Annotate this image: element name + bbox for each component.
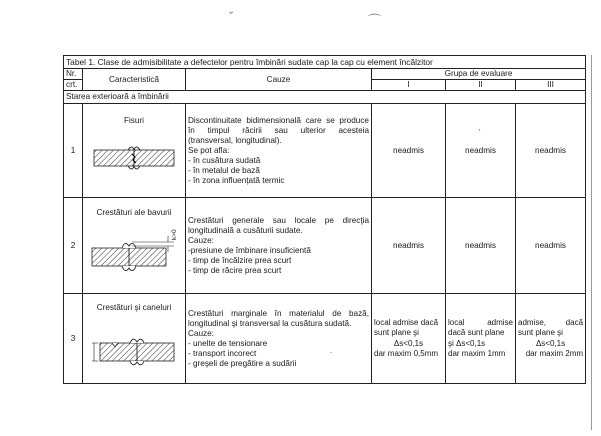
grade-cell-1: neadmis [372, 198, 446, 294]
scan-dot: ' [479, 128, 481, 137]
cause-line: (transversal, longitudinal). [188, 135, 282, 145]
grade-line: local admise dacă [374, 317, 439, 327]
grade-line: admise, dacă [518, 317, 584, 327]
cause-line: Crestături generale sau locale pe direcţia [188, 215, 369, 225]
causes-cell [186, 104, 372, 198]
cause-line: în timpul răcirii sau ulterior acesteia [188, 125, 369, 135]
row-number: 1 [64, 104, 83, 198]
cause-line: longitudinală a cusăturii sudate. [188, 225, 303, 235]
grade-line: dar maxim 2mm [525, 348, 584, 358]
bead-notch-sketch [88, 222, 180, 284]
cause-line: - în metalul de bază [188, 165, 260, 175]
grade-line: Δs<0,1s [393, 338, 424, 348]
header-group-1: I [372, 80, 446, 91]
cause-line: -presiune de îmbinare insuficientă [188, 245, 311, 255]
grade-line: dacă sunt plane [448, 328, 505, 338]
header-group-2: II [446, 80, 516, 91]
grade-cell-3 [516, 294, 586, 384]
cause-line: - unelte de tensionare [188, 338, 268, 348]
table-row [64, 104, 586, 198]
grade-cell-2: neadmis [446, 198, 516, 294]
cause-line: - timp de răcire prea scurt [188, 265, 282, 275]
cause-line: - transport incorect [188, 348, 257, 358]
cause-line: - în cusătura sudată [188, 155, 261, 165]
grade-line: şi Δs<0,1s [448, 338, 486, 348]
grade-cell-2 [446, 294, 516, 384]
defect-classes-table [63, 55, 586, 384]
grade-cell-1: neadmis [372, 104, 446, 198]
row-number: 3 [64, 294, 83, 384]
scan-dot: . [330, 346, 333, 355]
grade-cell-2: neadmis [446, 104, 516, 198]
cause-line: Discontinuitate bidimensională care se produce [188, 115, 369, 125]
cause-line: longitudinal şi transversal la cusătura sudată. [188, 318, 352, 328]
cause-line: - în zona influenţată termic [188, 175, 285, 185]
header-causes: Cauze [186, 69, 372, 91]
header-group: Grupa de evaluare [372, 69, 586, 80]
header-group-3: III [516, 80, 586, 91]
table-title: Tabel 1. Clase de admisibilitate a defectelor pentru îmbinări sudate cap la cap cu element încălzitor [64, 56, 586, 69]
causes-cell [186, 294, 372, 384]
characteristic-cell [83, 294, 186, 384]
grade-cell-1 [372, 294, 446, 384]
row-number: 2 [64, 198, 83, 294]
cause-line: Cauze: [188, 235, 214, 245]
grade-line: sunt plane şi [374, 328, 419, 338]
scan-mark-curve: ⌒ [368, 13, 382, 28]
section-heading: Starea exterioară a îmbinării [64, 91, 586, 104]
header-crt: crt. [64, 80, 83, 91]
cause-line: - timp de încălzire prea scurt [188, 255, 292, 265]
cause-line: Se pot afla: [188, 145, 230, 155]
grade-line: Δs<0,1s [535, 338, 566, 348]
grade-line: dar maxim 1mm [448, 348, 506, 358]
grade-line: sunt plane şi [518, 328, 563, 338]
grade-line: dar maxim 0,5mm [374, 348, 439, 358]
characteristic-cell [83, 104, 186, 198]
characteristic-label: Crestături ale bavurii [96, 208, 172, 217]
characteristic-cell [83, 198, 186, 294]
header-nr: Nr. [64, 69, 83, 80]
cause-line: Crestături marginale în materialul de bază, [188, 308, 369, 318]
cause-line: - greşeli de pregătire a sudării [188, 358, 297, 368]
crack-sketch [88, 130, 180, 186]
grade-line: local admise [448, 317, 513, 327]
header-characteristic: Caracteristică [83, 69, 186, 91]
cause-line: Cauze: [188, 328, 214, 338]
notch-groove-sketch [88, 317, 180, 375]
characteristic-label: Crestături şi caneluri [96, 303, 172, 312]
dimension-label: k>0 [171, 229, 178, 240]
table-row [64, 198, 586, 294]
causes-cell [186, 198, 372, 294]
grade-cell-3: neadmis [516, 198, 586, 294]
table-row [64, 294, 586, 384]
characteristic-label: Fisuri [123, 116, 144, 125]
margin-line [591, 55, 592, 430]
scan-mark-dash: ˇ [229, 9, 234, 24]
grade-cell-3: neadmis [516, 104, 586, 198]
